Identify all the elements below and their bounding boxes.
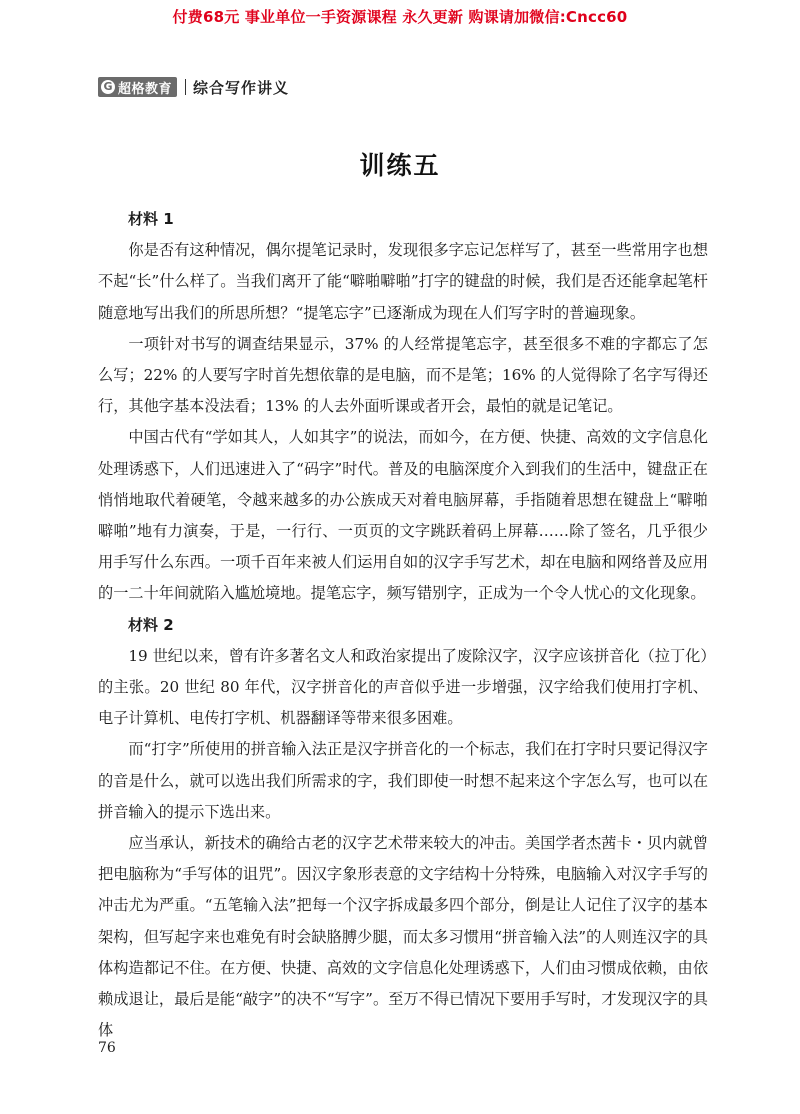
header-divider — [185, 79, 186, 95]
paragraph: 而“打字”所使用的拼音输入法正是汉字拼音化的一个标志，我们在打字时只要记得汉字的音是什么，就可以选出我们所需求的字，我们即使一时想不起来这个字怎么写，也可以在拼音输入的提示下选出来。 — [98, 740, 708, 821]
brand-logo — [98, 77, 177, 97]
logo-text: 超格教育 — [118, 81, 173, 97]
paragraph: 你是否有这种情况，偶尔提笔记录时，发现很多字忘记怎样写了，甚至一些常用字也想不起“长”什么样了。当我们离开了能“噼啪噼啪”打字的键盘的时候，我们是否还能拿起笔杆随意地写出我们的所思所想？“提笔忘字”已逐渐成为现在人们写字时的普遍现象。 — [98, 241, 708, 322]
paragraph: 一项针对书写的调查结果显示，37% 的人经常提笔忘字，甚至很多不难的字都忘了怎么写；22% 的人要写字时首先想依靠的是电脑，而不是笔；16% 的人觉得除了名字写得还行，其他字基本没法看；13% 的人去外面听课或者开会，最怕的就是记笔记。 — [98, 334, 708, 416]
paragraph: 应当承认，新技术的确给古老的汉字艺术带来较大的冲击。美国学者杰茜卡・贝内就曾把电脑称为“手写体的诅咒”。因汉字象形表意的文字结构十分特殊，电脑输入对汉字手写的冲击尤为严重。“五笔输入法”把每一个汉字拆成最多四个部分，倒是让人记住了汉字的基本架构，但写起字来也难免有时会缺胳膊少腿，而太多习惯用“拼音输入法”的人则连汉字的具体构造都记不住。在方便、快捷、高效的文字信息化处理诱惑下，人们由习惯成依赖，由依赖成退让，最后是能“敲字”的决不“写字”。至万不得已情况下要用手写时，才发现汉字的具体 — [98, 834, 708, 1040]
logo-icon: G — [101, 80, 115, 94]
header-title: 综合写作讲义 — [193, 78, 290, 97]
paragraph: 19 世纪以来，曾有许多著名文人和政治家提出了废除汉字，汉字应该拼音化（拉丁化）的主张。20 世纪 80 年代，汉字拼音化的声音似乎进一步增强，汉字给我们使用打字机、电子计算机、电传打字机、机器翻译等带来很多困难。 — [98, 646, 708, 728]
document-body — [98, 204, 708, 1046]
page-header — [98, 76, 289, 98]
section-label-material-2: 材料 2 — [128, 615, 174, 634]
section-label-material-1: 材料 1 — [128, 210, 174, 228]
paragraph: 中国古代有“学如其人，人如其字”的说法，而如今，在方便、快捷、高效的文字信息化处理诱惑下，人们迅速进入了“码字”时代。普及的电脑深度介入到我们的生活中，键盘正在悄悄地取代着硬笔，令越来越多的办公族成天对着电脑屏幕，手指随着思想在键盘上“噼啪噼啪”地有力演奏，于是，一行行、一页页的文字跳跃着码上屏幕……除了签名，几乎很少用手写什么东西。一项千百年来被人们运用自如的汉字手写艺术，却在电脑和网络普及应用的一二十年间就陷入尴尬境地。提笔忘字，频写错别字，正成为一个令人忧心的文化现象。 — [98, 428, 708, 603]
page-title: 训练五 — [359, 151, 441, 180]
page-number: 76 — [98, 1040, 116, 1056]
promo-banner: 付费68元 事业单位一手资源课程 永久更新 购课请加微信:Cncc60 — [172, 8, 628, 26]
